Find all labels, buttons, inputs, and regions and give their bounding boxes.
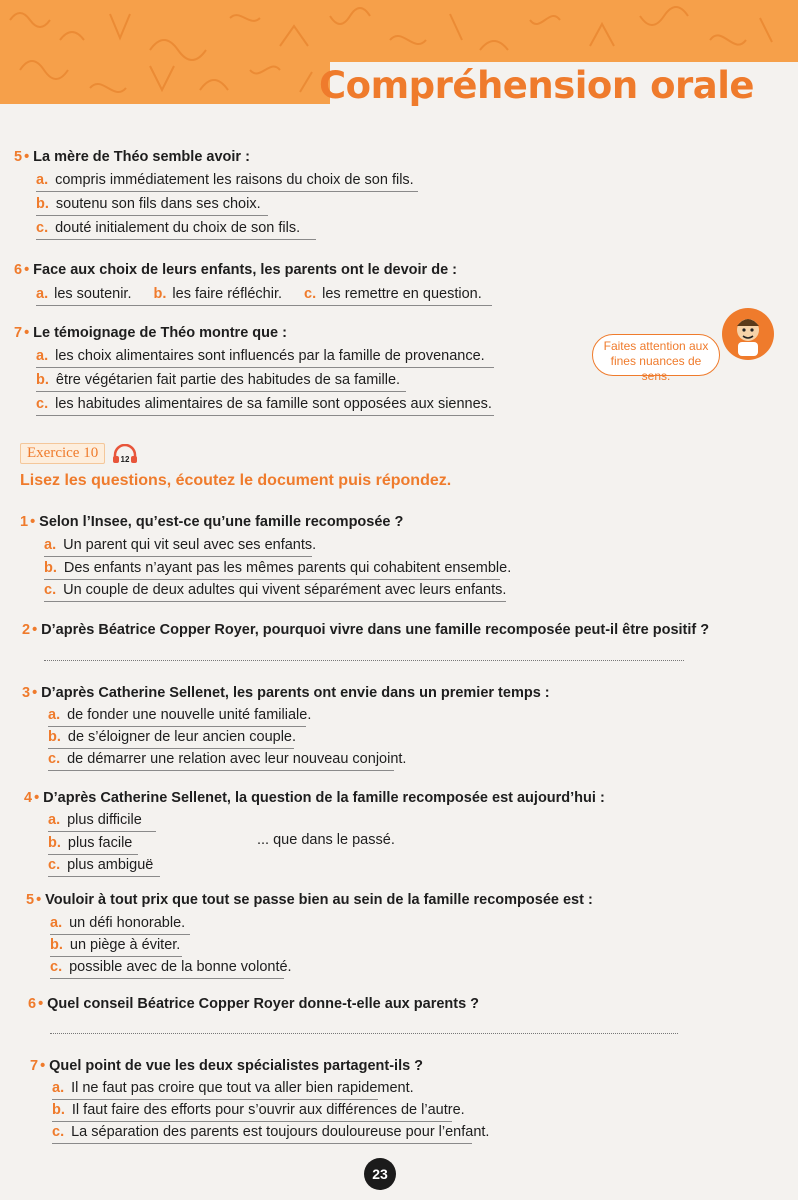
answer-line[interactable] <box>50 1033 678 1034</box>
option-a[interactable]: a. les choix alimentaires sont influencés par la famille de provenance. <box>36 348 494 368</box>
option-b[interactable]: b. plus facile <box>48 835 138 855</box>
option-a[interactable]: a. plus difficile <box>48 812 156 832</box>
page-number: 23 <box>364 1158 396 1190</box>
option-c[interactable]: c. possible avec de la bonne volonté. <box>50 959 284 979</box>
question-3: 3 • D’après Catherine Sellenet, les parents ont envie dans un premier temps : <box>22 685 550 701</box>
option-b[interactable]: b. Il faut faire des efforts pour s’ouvrir aux différences de l’autre. <box>52 1102 452 1122</box>
comparison-suffix: ... que dans le passé. <box>257 832 395 848</box>
exercise-label: Exercice 10 <box>20 443 105 464</box>
question-7: 7 • Quel point de vue les deux spécialistes partagent-ils ? <box>30 1058 424 1074</box>
option-c[interactable]: c. les habitudes alimentaires de sa famille sont opposées aux siennes. <box>36 396 494 416</box>
question-text: La mère de Théo semble avoir : <box>33 149 250 165</box>
option-a[interactable]: a. de fonder une nouvelle unité familiale. <box>48 707 306 727</box>
question-2: 2 • D’après Béatrice Copper Royer, pourquoi vivre dans une famille recomposée peut-il être positif ? <box>22 622 710 638</box>
question-5: 5 • Vouloir à tout prix que tout se passe bien au sein de la famille recomposée est : <box>26 892 593 908</box>
question-7: 7 • Le témoignage de Théo montre que : <box>14 325 287 341</box>
option-a[interactable]: a. Il ne faut pas croire que tout va aller bien rapidement. <box>52 1080 378 1100</box>
option-b[interactable]: b. Des enfants n’ayant pas les mêmes parents qui cohabitent ensemble. <box>44 560 500 580</box>
option-b[interactable]: b. un piège à éviter. <box>50 937 182 957</box>
headphones-icon[interactable] <box>112 444 138 469</box>
option-c[interactable]: c. Un couple de deux adultes qui vivent séparément avec leurs enfants. <box>44 582 506 602</box>
question-5: 5 • La mère de Théo semble avoir : <box>14 149 250 165</box>
answer-line[interactable] <box>44 660 684 661</box>
mascot-icon <box>722 308 774 360</box>
option-c[interactable]: c. douté initialement du choix de son fils. <box>36 220 316 240</box>
question-6: 6 • Face aux choix de leurs enfants, les parents ont le devoir de : <box>14 262 458 278</box>
option-a[interactable]: a. un défi honorable. <box>50 915 190 935</box>
option-a[interactable]: a. Un parent qui vit seul avec ses enfants. <box>44 537 312 557</box>
question-6: 6 • Quel conseil Béatrice Copper Royer donne-t-elle aux parents ? <box>28 996 480 1012</box>
option-b[interactable]: b. soutenu son fils dans ses choix. <box>36 196 268 216</box>
option-c[interactable]: c. plus ambiguë <box>48 857 160 877</box>
track-number: 12 <box>120 455 130 464</box>
option-a[interactable]: a. compris immédiatement les raisons du choix de son fils. <box>36 172 418 192</box>
option-b[interactable]: b. de s’éloigner de leur ancien couple. <box>48 729 294 749</box>
option-c[interactable]: c. de démarrer une relation avec leur nouveau conjoint. <box>48 751 394 771</box>
exercise-instruction: Lisez les questions, écoutez le document puis répondez. <box>20 472 452 489</box>
page-title: Compréhension orale <box>319 64 754 107</box>
question-4: 4 • D’après Catherine Sellenet, la question de la famille recomposée est aujourd’hui : <box>24 790 605 806</box>
option-b[interactable]: b. être végétarien fait partie des habitudes de sa famille. <box>36 372 406 392</box>
tip-bubble: Faites attention aux fines nuances de sens. <box>592 334 720 376</box>
question-number: 5 <box>14 149 23 165</box>
inline-options[interactable]: a. les soutenir. b. les faire réfléchir. c. les remettre en question. <box>36 286 492 306</box>
option-c[interactable]: c. La séparation des parents est toujours douloureuse pour l’enfant. <box>52 1124 472 1144</box>
question-1: 1 • Selon l’Insee, qu’est-ce qu’une famille recomposée ? <box>20 514 404 530</box>
